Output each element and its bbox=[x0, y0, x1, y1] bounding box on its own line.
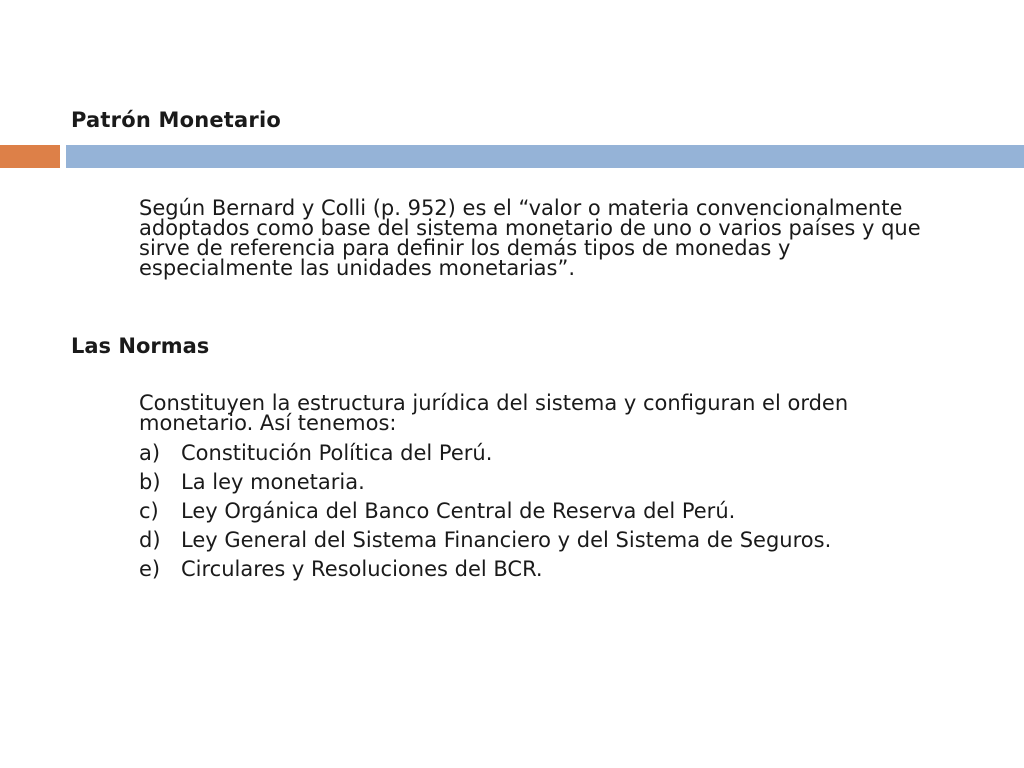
list-item bbox=[139, 559, 939, 579]
list-item bbox=[139, 530, 939, 550]
list-marker: d) bbox=[139, 528, 161, 552]
list-item-text: Ley General del Sistema Financiero y del Sistema de Seguros. bbox=[181, 528, 832, 552]
slide-title: Patrón Monetario bbox=[71, 108, 281, 132]
list-marker: e) bbox=[139, 557, 161, 581]
list-item-text: La ley monetaria. bbox=[181, 470, 365, 494]
list-item-text: Constitución Política del Perú. bbox=[181, 441, 493, 465]
accent-bar-blue bbox=[66, 145, 1024, 168]
list-marker: a) bbox=[139, 441, 161, 465]
norms-paragraph: Constituyen la estructura jurídica del sistema y configuran el orden monetario. Así tenemos: bbox=[139, 391, 849, 435]
list-item bbox=[139, 501, 939, 521]
norms-list bbox=[139, 443, 939, 588]
list-marker: b) bbox=[139, 470, 161, 494]
list-item bbox=[139, 472, 939, 492]
accent-bar-orange bbox=[0, 145, 60, 168]
list-item-text: Circulares y Resoluciones del BCR. bbox=[181, 557, 543, 581]
list-marker: c) bbox=[139, 499, 159, 523]
list-item-text: Ley Orgánica del Banco Central de Reserva del Perú. bbox=[181, 499, 736, 523]
definition-paragraph: Según Bernard y Colli (p. 952) es el “valor o materia convencionalmente adoptados como base del sistema monetario de uno o varios países y que sirve de referencia para definir los demás tipos de monedas y especialmente las unidades monetarias”. bbox=[139, 196, 921, 280]
list-item bbox=[139, 443, 939, 463]
section-heading: Las Normas bbox=[71, 334, 210, 358]
